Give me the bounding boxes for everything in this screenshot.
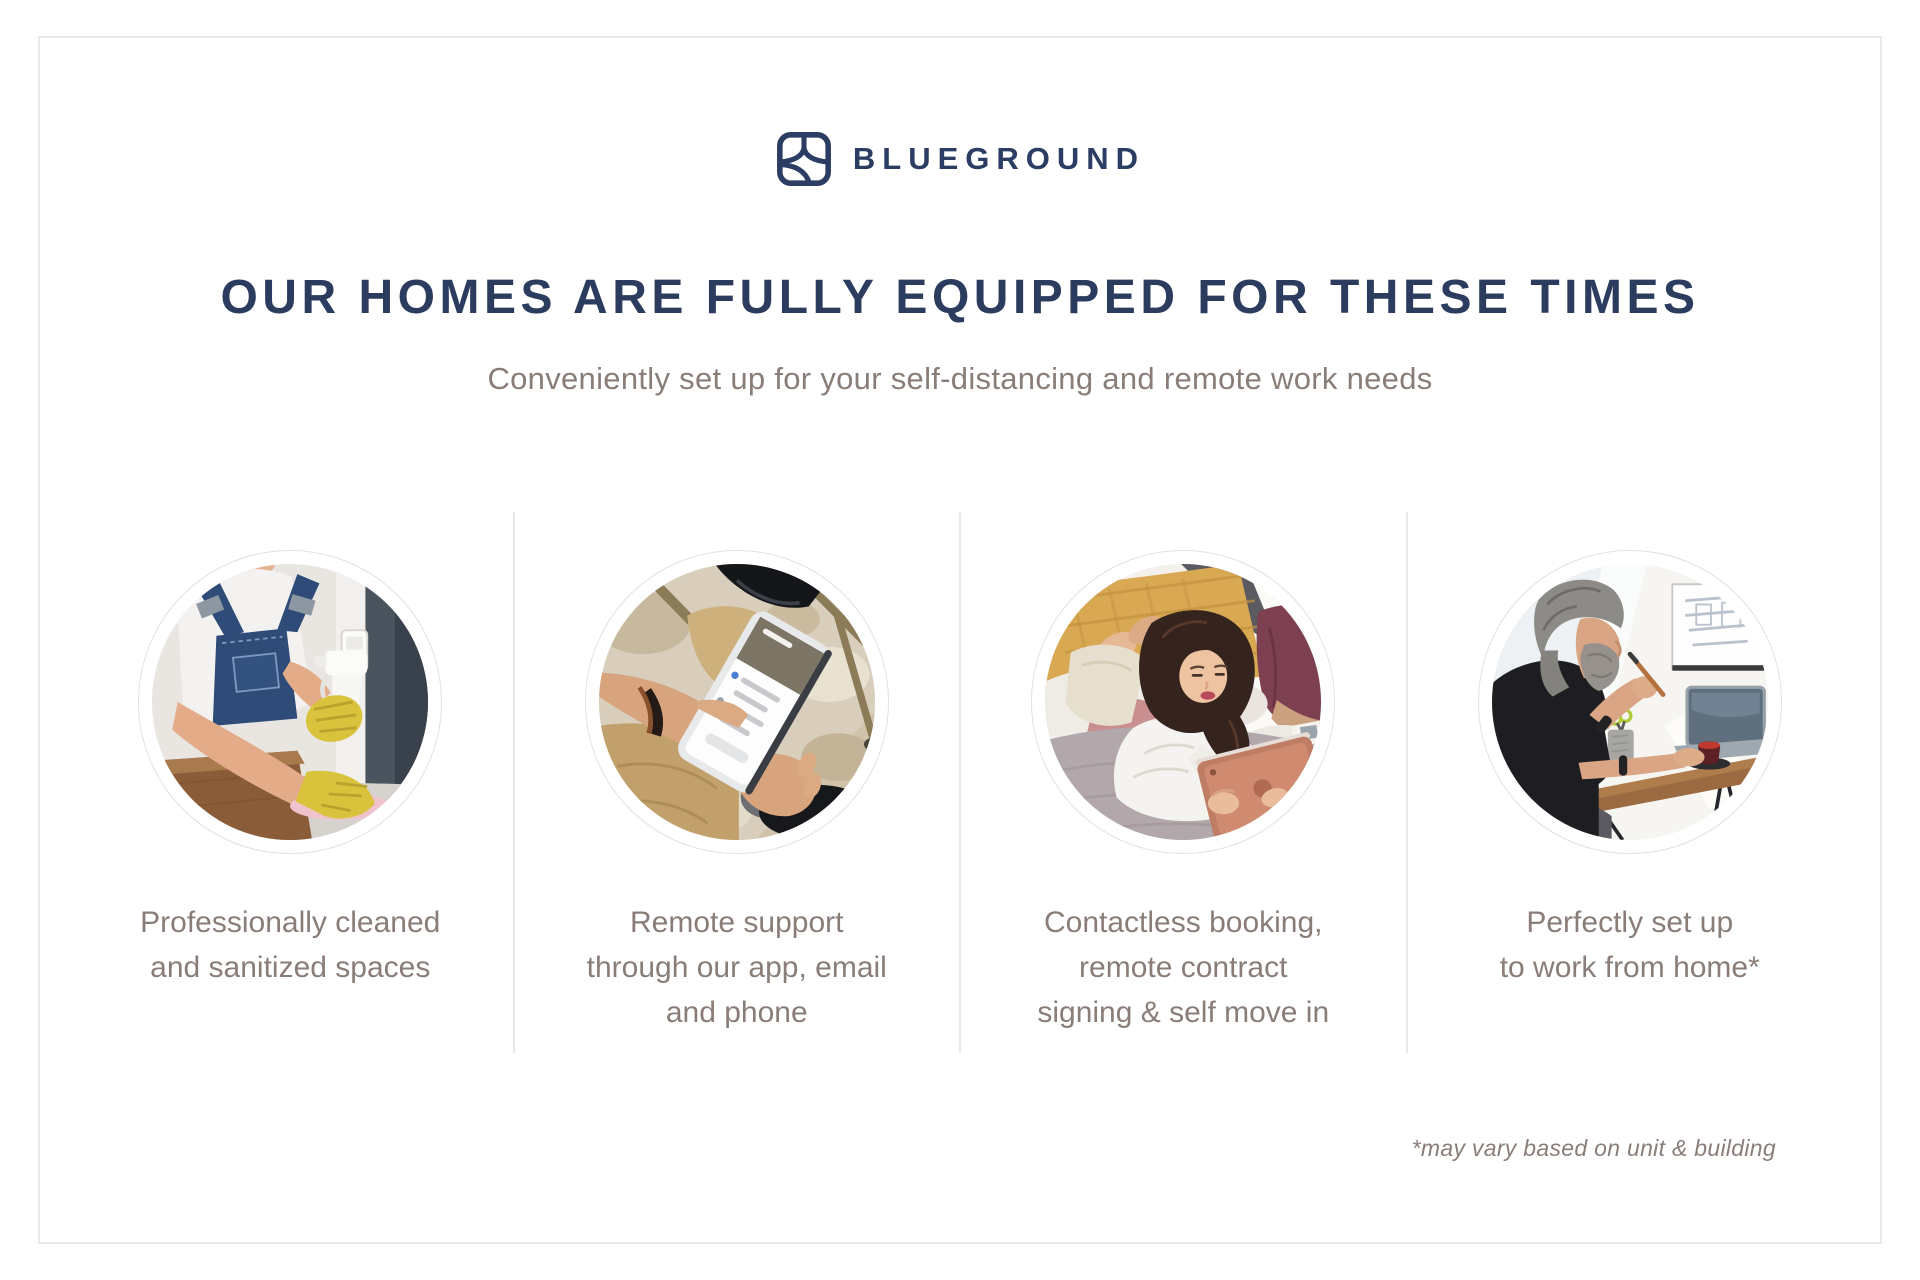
feature-caption: Perfectly set up to work from home* bbox=[1499, 906, 1760, 984]
content-card bbox=[38, 36, 1882, 1244]
wall-art-frame bbox=[1672, 584, 1764, 670]
page-subtitle: Conveniently set up for your self-distancing and remote work needs bbox=[487, 361, 1433, 396]
brand-name: BLUEGROUND bbox=[852, 141, 1146, 176]
feature-caption: Contactless booking, remote contract signing & self move in bbox=[1037, 906, 1330, 1029]
page-title: OUR HOMES ARE FULLY EQUIPPED FOR THESE TIMES bbox=[220, 271, 1700, 324]
photo-ring bbox=[1031, 550, 1335, 854]
feature-caption: Professionally cleaned and sanitized spaces bbox=[140, 906, 441, 984]
feature-work-from-home bbox=[1406, 512, 1853, 1053]
footnote: *may vary based on unit & building bbox=[1411, 1135, 1776, 1161]
blueground-logo-icon bbox=[775, 130, 833, 188]
photo-ring bbox=[1478, 550, 1782, 854]
feature-caption: Remote support through our app, email and phone bbox=[586, 906, 887, 1029]
feature-cleaning bbox=[68, 512, 513, 1053]
features-row bbox=[68, 512, 1852, 1053]
hands-smartphone-app-photo bbox=[599, 564, 875, 840]
man-laptop-home-desk-photo bbox=[1492, 564, 1768, 840]
feature-remote-support bbox=[513, 512, 960, 1053]
feature-contactless-booking bbox=[959, 512, 1406, 1053]
brand-logo bbox=[40, 130, 1880, 188]
photo-ring bbox=[138, 550, 442, 854]
photo-ring bbox=[585, 550, 889, 854]
cleaner-gloves-spray-bottle-photo bbox=[152, 564, 428, 840]
woman-tablet-on-bed-photo bbox=[1045, 564, 1321, 840]
